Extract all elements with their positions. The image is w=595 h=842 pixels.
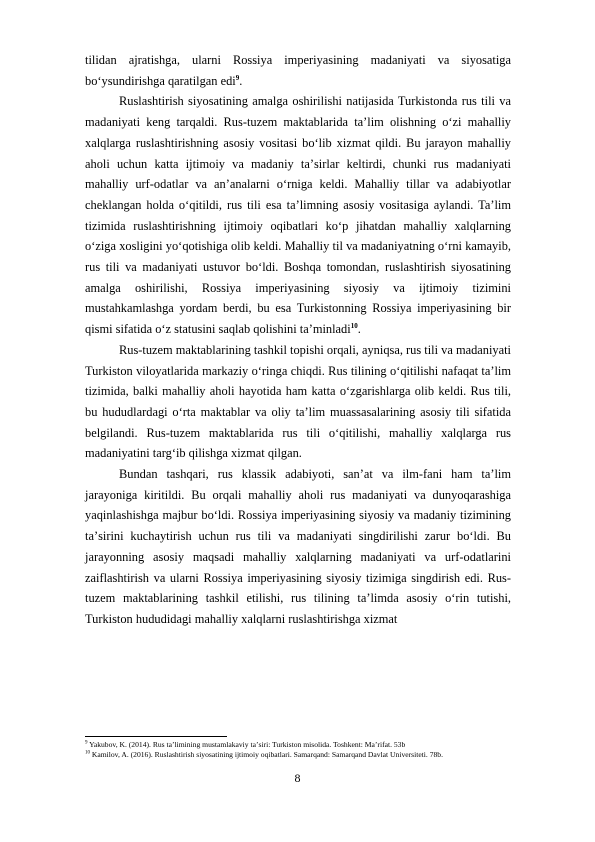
footnote-ref-10[interactable]: 10	[350, 322, 358, 331]
paragraph-continuation	[85, 50, 511, 91]
paragraph-text: Ruslashtirish siyosatining amalga oshirilishi natijasida Turkistonda rus tili va madaniyati keng tarqaldi. Rus-tuzem maktablarida taʼlim olishning o‘zi mahalliy xalqlarga ruslashtirishning asosiy vositasi bo‘lib xizmat qildi. Bu jarayon mahalliy aholi uchun katta ijtimoiy va madaniy taʼsirlar keltirdi, chunki rus madaniyati mahalliy urf-odatlar va anʼanalarni o‘rniga keldi. Mahalliy tillar va adabiyotlar cheklangan holda o‘qitildi, rus tili esa taʼlimning asosiy vositasiga aylandi. Taʼlim tizimida ruslashtirishning ijtimoiy oqibatlari ko‘p jihatdan mahalliy xalqlarning o‘ziga xosligini yo‘qotishiga olib keldi. Mahalliy til va madaniyatning o‘rni kamayib, rus tili va madaniyati ustuvor bo‘ldi. Boshqa tomondan, ruslashtirish siyosatining amalga oshirilishi, Rossiya imperiyasining siyosiy va ijtimoiy tizimini mustahkamlashga yordam berdi, bu esa Turkistonning Rossiya imperiyasining bir qismi sifatida o‘z statusini saqlab qolishini taʼminladi	[85, 94, 511, 337]
paragraph-text: tilidan ajratishga, ularni Rossiya imperiyasining madaniyati va siyosatiga bo‘ysundirishga qaratilgan edi	[85, 53, 511, 88]
paragraph-end-punctuation: .	[239, 73, 243, 88]
page-body	[85, 50, 511, 630]
footnote-number: 10	[85, 750, 90, 756]
paragraph-text: Rus-tuzem maktablarining tashkil topishi orqali, ayniqsa, rus tili va madaniyati Turkiston viloyatlarida markaziy o‘ringa chiqdi. Rus tilining o‘qitilishi nafaqat taʼlim tizimida, balki mahalliy aholi hayotida ham katta o‘zgarishlarga olib keldi. Rus tili, bu hududlardagi o‘rta maktablar va oliy taʼlim muassasalarining asosiy tili sifatida belgilandi. Rus-tuzem maktablarida rus tili o‘qitilishi, mahalliy xalqlarga rus madaniyatini targ‘ib qilishga xizmat qilgan.	[85, 342, 511, 461]
paragraph-end-punctuation: .	[357, 322, 361, 337]
footnote-9	[85, 740, 511, 750]
paragraph-rus-tuzem	[85, 340, 511, 464]
footnote-ref-9[interactable]: 9	[235, 73, 240, 82]
footnote-10	[85, 750, 511, 760]
page-number: 8	[294, 771, 301, 785]
paragraph-ruslashtirish	[85, 91, 511, 339]
footnotes-section	[85, 736, 511, 760]
footnote-text: Kamilov, A. (2016). Ruslashtirish siyosatining ijtimoiy oqibatlari. Samarqand: Samarqand Davlat Universiteti. 78b.	[90, 750, 443, 759]
paragraph-bundan-tashqari	[85, 464, 511, 630]
footnote-text: Yakubov, K. (2014). Rus taʼlimining mustamlakaviy taʼsiri: Turkiston misolida. Toshkent: Maʼrifat. 53b	[87, 740, 406, 749]
paragraph-text: Bundan tashqari, rus klassik adabiyoti, sanʼat va ilm-fani ham taʼlim jarayoniga kiritildi. Bu orqali mahalliy aholi rus madaniyati va dunyoqarashiga yaqinlashishga majbur bo‘ldi. Rossiya imperiyasining siyosiy va madaniy tizimining taʼsirini kuchaytirish uchun rus tili va madaniyati singdirilishi zarur bo‘ldi. Bu jarayonning asosiy maqsadi mahalliy xalqlarning madaniyati va urf-odatlarini zaiflashtirish va ularni Rossiya imperiyasining siyosiy tizimiga singdirish edi. Rus-tuzem maktablarining tashkil etilishi, rus tilining taʼlimda asosiy o‘rin tutishi, Turkiston hududidagi mahalliy xalqlarni ruslashtirishga xizmat	[85, 467, 511, 626]
footnote-divider	[85, 736, 227, 737]
footnote-number: 9	[85, 740, 88, 746]
